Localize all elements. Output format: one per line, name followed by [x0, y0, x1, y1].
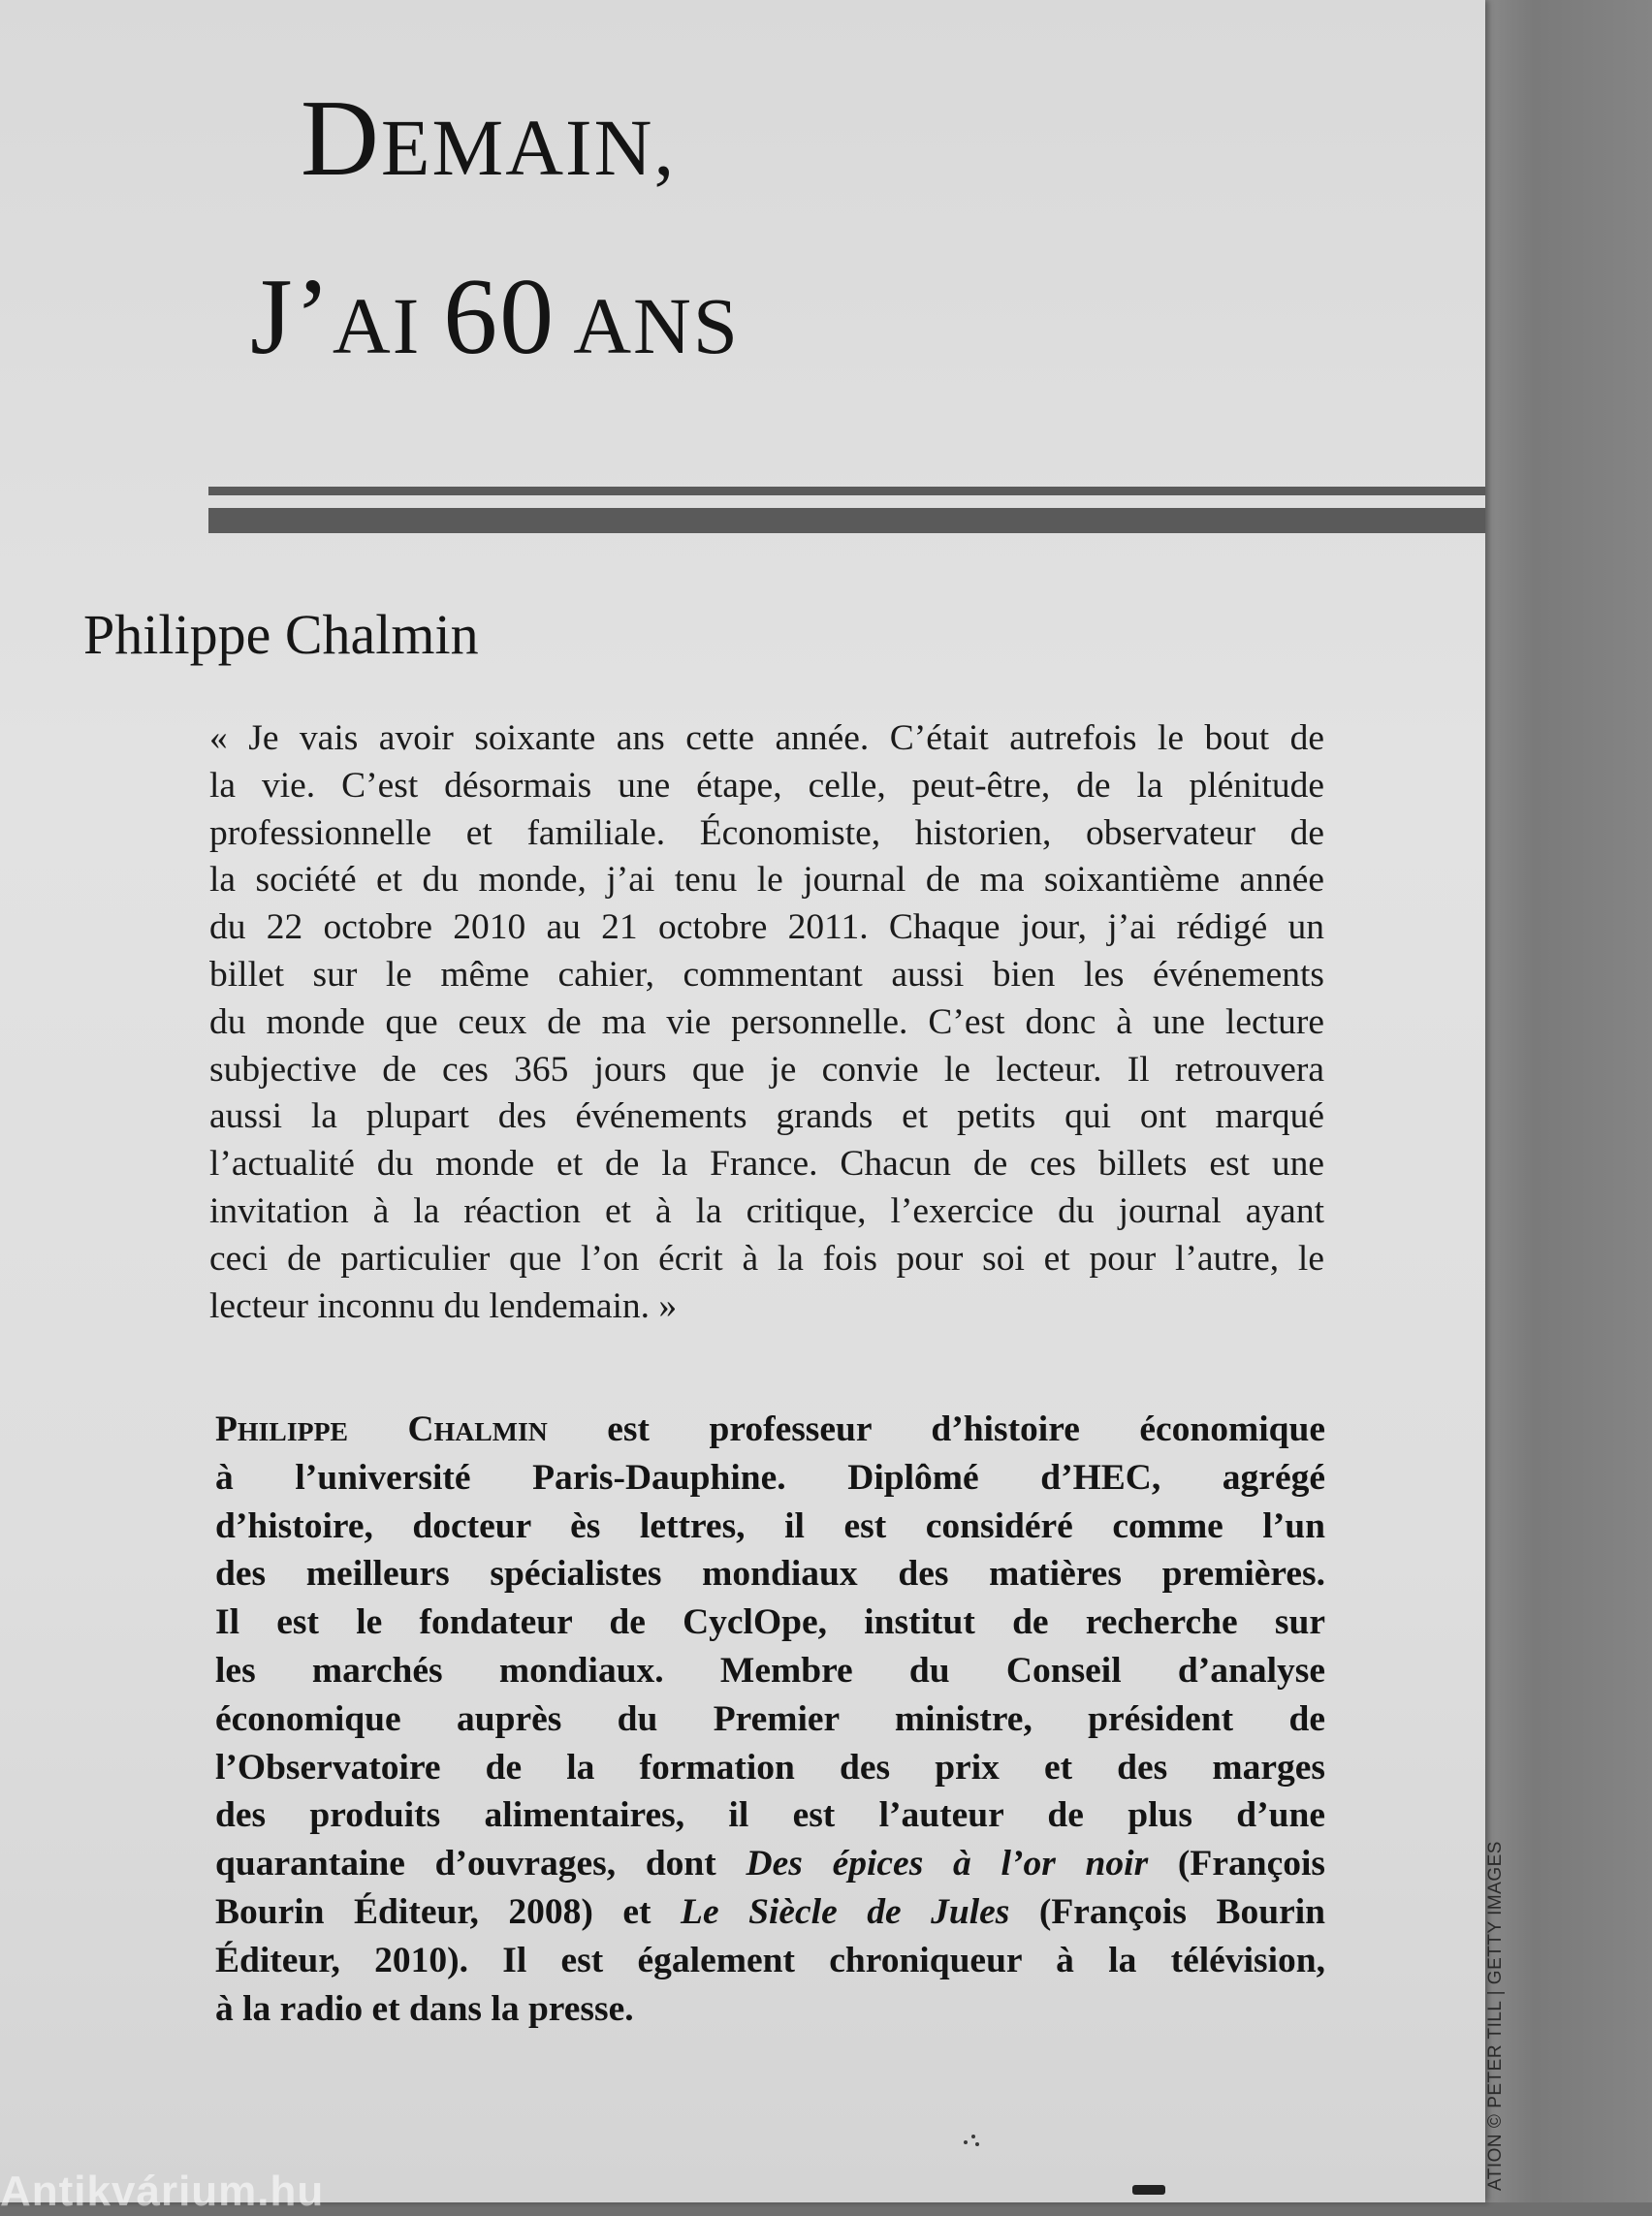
- speck: [975, 2142, 979, 2146]
- title-initial: D: [301, 79, 381, 199]
- author-name: Philippe Chalmin: [83, 603, 479, 666]
- quote-line: billet sur le même cahier, commentant aussi bien les événements: [209, 954, 1324, 995]
- bio-line: des produits alimentaires, il est l’auteur de plus d’une: [215, 1795, 1325, 1836]
- title-smallcaps: EMAIN,: [380, 103, 677, 192]
- quote-paragraph: [209, 715, 1324, 1330]
- quote-line: subjective de ces 365 jours que je convie le lecteur. Il retrouvera: [209, 1049, 1324, 1090]
- bio-line: des meilleurs spécialistes mondiaux des matières premières.: [215, 1554, 1325, 1595]
- bio-text: quarantaine d’ouvrages, dont: [215, 1844, 747, 1884]
- quote-line: du 22 octobre 2010 au 21 octobre 2011. Chaque jour, j’ai rédigé un: [209, 907, 1324, 948]
- quote-line: invitation à la réaction et à la critique, l’exercice du journal ayant: [209, 1190, 1324, 1231]
- title-initial: J’: [250, 257, 333, 377]
- bio-text: est professeur d’histoire économique: [547, 1409, 1325, 1449]
- bio-line: économique auprès du Premier ministre, président de: [215, 1698, 1325, 1739]
- watermark: Antikvárium.hu: [0, 2168, 325, 2215]
- book-title-italic: Le Siècle de Jules: [681, 1891, 1010, 1932]
- bio-line: à l’université Paris-Dauphine. Diplômé d’HEC, agrégé: [215, 1457, 1325, 1498]
- bio-line: [215, 1888, 1325, 1937]
- print-specks: [964, 2135, 983, 2148]
- book-title-italic: Des épices à l’or noir: [746, 1844, 1149, 1884]
- bio-name-initial: C: [407, 1409, 434, 1449]
- quote-line: l’actualité du monde et de la France. Chacun de ces billets est une: [209, 1144, 1324, 1185]
- photo-credit: ATION © PETER TILL | GETTY IMAGES: [1485, 1841, 1506, 2191]
- book-title-line-2: [250, 254, 740, 389]
- bio-line: [215, 1840, 1325, 1888]
- background-surface: [1483, 0, 1652, 2202]
- bio-line: à la radio et dans la presse.: [215, 1988, 634, 2029]
- author-bio-paragraph: [215, 1406, 1325, 2033]
- bio-text: (François Bourin: [1009, 1891, 1325, 1932]
- bio-author-name: [215, 1409, 548, 1449]
- quote-line: professionnelle et familiale. Économiste, historien, observateur de: [209, 812, 1324, 853]
- bio-line: Éditeur, 2010). Il est également chroniqueur à la télévision,: [215, 1940, 1325, 1980]
- title-smallcaps: ANS: [556, 281, 740, 370]
- quote-line: lecteur inconnu du lendemain. »: [209, 1285, 678, 1326]
- bio-line: l’Observatoire de la formation des prix et des marges: [215, 1747, 1325, 1788]
- divider-thin: [208, 487, 1485, 495]
- divider-thick: [208, 508, 1485, 533]
- quote-line: la vie. C’est désormais une étape, celle, peut-être, de la plénitude: [209, 765, 1324, 806]
- bio-text: Bourin Éditeur, 2008) et: [215, 1891, 682, 1932]
- bio-line: les marchés mondiaux. Membre du Conseil d’analyse: [215, 1650, 1325, 1691]
- bio-name-smallcaps: HALMIN: [433, 1417, 548, 1447]
- bio-line: [215, 1406, 1325, 1454]
- title-number: 60: [443, 257, 556, 377]
- bio-text: (François: [1148, 1844, 1325, 1884]
- quote-line: « Je vais avoir soixante ans cette année. C’était autrefois le bout de: [209, 718, 1324, 758]
- quote-line: aussi la plupart des événements grands et petits qui ont marqué: [209, 1096, 1324, 1137]
- bio-name-initial: P: [215, 1409, 238, 1449]
- title-smallcaps: AI: [332, 281, 444, 370]
- quote-line: ceci de particulier que l’on écrit à la fois pour soi et pour l’autre, le: [209, 1238, 1324, 1279]
- bio-name-smallcaps: HILIPPE: [237, 1417, 349, 1447]
- bottom-print-mark: [1132, 2185, 1165, 2195]
- book-title-line-1: [301, 76, 676, 210]
- bio-line: d’histoire, docteur ès lettres, il est considéré comme l’un: [215, 1505, 1325, 1546]
- speck: [971, 2135, 975, 2138]
- bio-line: Il est le fondateur de CyclOpe, institut de recherche sur: [215, 1602, 1325, 1643]
- speck: [964, 2140, 968, 2144]
- quote-line: du monde que ceux de ma vie personnelle. C’est donc à une lecture: [209, 1001, 1324, 1042]
- quote-line: la société et du monde, j’ai tenu le journal de ma soixantième année: [209, 860, 1324, 901]
